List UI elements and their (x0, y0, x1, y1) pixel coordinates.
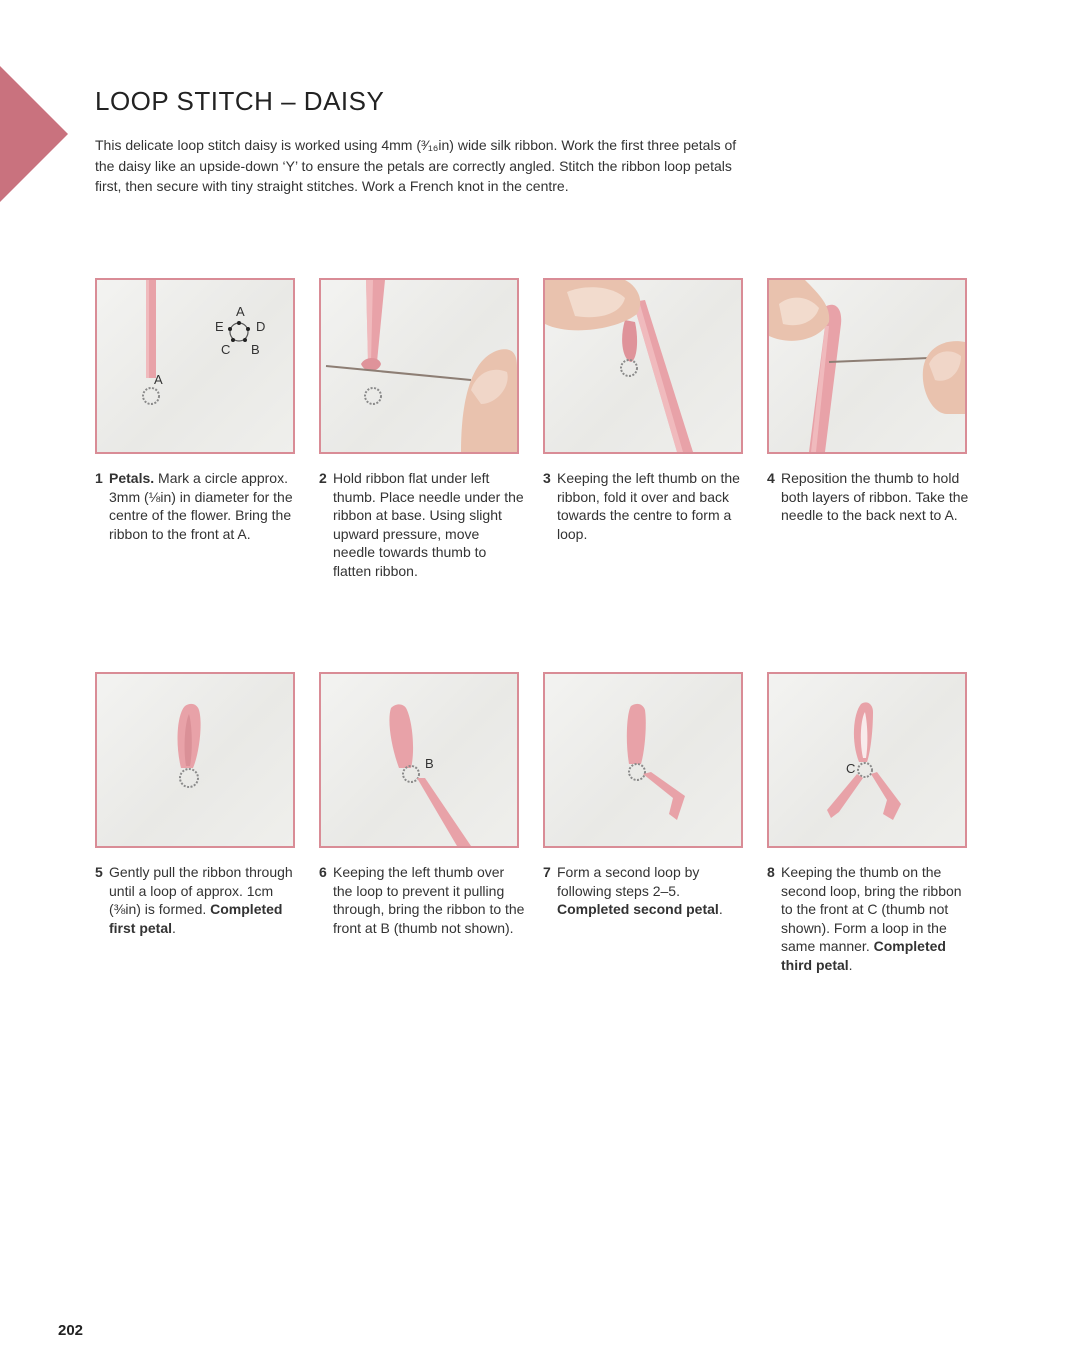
step-text: Form a second loop by following steps 2–5. (557, 864, 700, 899)
intro-paragraph: This delicate loop stitch daisy is worked using 4mm (³⁄₁₆in) wide silk ribbon. Work the first three petals of the daisy like an upside-down ‘Y’ to ensure the petals are correctly angled. Stitch the ribbon loop petals first, then secure with tiny straight stitches. Work a French knot in the centre. (95, 137, 737, 194)
step-text: Keeping the left thumb on the ribbon, fold it over and back towards the centre to form a loop. (557, 470, 740, 542)
step-6-photo (319, 672, 519, 848)
ribbon-loop (389, 704, 413, 768)
step-number: 5 (95, 864, 103, 880)
label-a-start: A (154, 372, 163, 387)
step-8-caption (767, 863, 973, 974)
corner-accent-triangle (0, 66, 68, 202)
step-tail: . (718, 901, 723, 917)
ribbon-loop (627, 704, 646, 764)
step-text: Keeping the left thumb over the loop to prevent it pulling through, bring the ribbon to the front at B (thumb not shown). (333, 864, 525, 936)
third-petal (827, 774, 863, 818)
step-5-photo (95, 672, 295, 848)
step-number: 3 (543, 470, 551, 486)
step-3-photo (543, 278, 743, 454)
step-2-caption (319, 469, 525, 580)
second-petal (871, 772, 901, 820)
step-5-caption (95, 863, 301, 937)
second-loop (643, 772, 685, 820)
step-8-photo (767, 672, 967, 848)
step-number: 6 (319, 864, 327, 880)
step-number: 7 (543, 864, 551, 880)
step-result: Completed first petal (109, 901, 283, 936)
label-b: B (425, 756, 434, 771)
label-b: B (251, 342, 260, 357)
step-1-caption (95, 469, 301, 543)
label-e: E (215, 319, 224, 334)
step-text: Mark a circle approx. 3mm (⅛in) in diameter for the centre of the flower. Bring the ribbon to the front at A. (109, 470, 293, 542)
step-result: Completed second petal (557, 901, 719, 917)
step-3-caption (543, 469, 749, 543)
label-a: A (236, 304, 245, 319)
step-lead: Petals. (109, 470, 155, 486)
needle (829, 358, 929, 362)
step-2-photo (319, 278, 519, 454)
step-text: Gently pull the ribbon through until a loop of approx. 1cm (⅜in) is formed. (109, 864, 293, 917)
page-number: 202 (58, 1322, 84, 1339)
step-number: 8 (767, 864, 775, 880)
label-c: C (221, 342, 231, 357)
step-result: Completed third petal (781, 938, 946, 973)
step-4-photo (767, 278, 967, 454)
step-6-caption (319, 863, 525, 937)
step-7-photo (543, 672, 743, 848)
step-text: Hold ribbon flat under left thumb. Place needle under the ribbon at base. Using slight upward pressure, move needle towards thumb to flatten ribbon. (333, 470, 524, 579)
step-text: Reposition the thumb to hold both layers of ribbon. Take the needle to the back next to A. (781, 470, 969, 523)
step-number: 2 (319, 470, 327, 486)
step-text: Keeping the thumb on the second loop, bring the ribbon to the front at C (thumb not shown). Form a loop in the same manner. (781, 864, 962, 954)
step-tail: . (848, 956, 853, 973)
step-4-caption (767, 469, 973, 525)
ribbon (417, 778, 471, 846)
centre-circle (143, 388, 159, 404)
step-tail: . (172, 919, 176, 936)
step-7-caption (543, 863, 749, 919)
label-d: D (256, 319, 266, 334)
needle (326, 366, 471, 380)
step-1-photo (95, 278, 295, 454)
page-title: LOOP STITCH – DAISY (95, 86, 385, 116)
step-number: 1 (95, 470, 103, 486)
step-number: 4 (767, 470, 775, 486)
label-c: C (846, 761, 856, 776)
